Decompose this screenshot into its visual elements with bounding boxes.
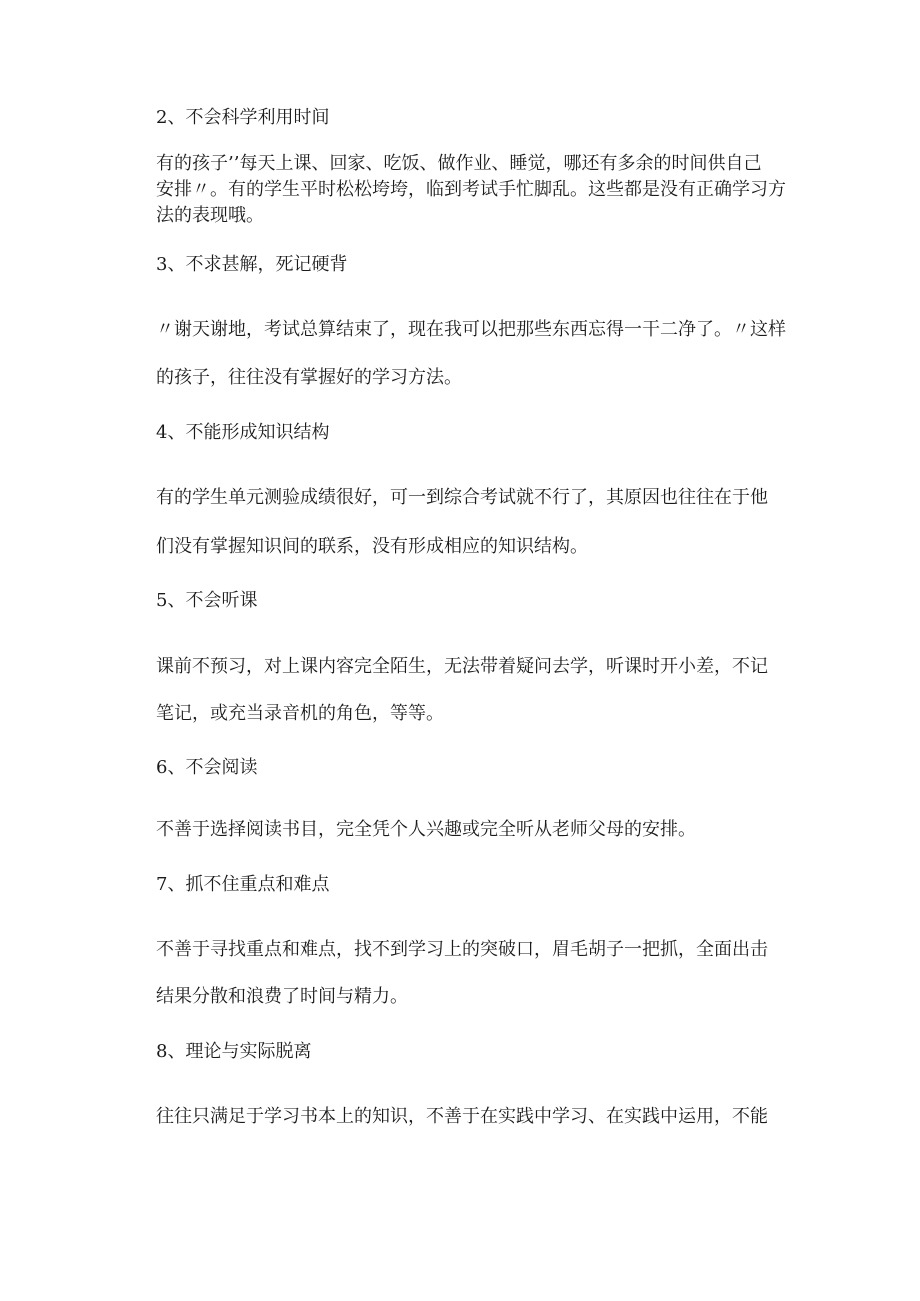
section-4-heading: 4、不能形成知识结构 [156,422,330,443]
section-2-line-3: 法的表现哦。 [156,205,264,226]
section-5-line-2: 笔记，或充当录音机的角色，等等。 [156,703,444,724]
section-3-line-2: 的孩子，往往没有掌握好的学习方法。 [156,367,462,388]
section-4-line-1: 有的学生单元测验成绩很好，可一到综合考试就不行了，其原因也往往在于他 [156,487,768,508]
section-8-heading: 8、理论与实际脱离 [156,1041,312,1062]
section-2-line-2: 安排〃。有的学生平时松松垮垮，临到考试手忙脚乱。这些都是没有正确学习方 [156,179,786,200]
section-4-line-2: 们没有掌握知识间的联系，没有形成相应的知识结构。 [156,536,588,557]
section-6-line-1: 不善于选择阅读书目，完全凭个人兴趣或完全听从老师父母的安排。 [156,819,696,840]
section-3-line-1: 〃谢天谢地，考试总算结束了，现在我可以把那些东西忘得一干二净了。〃这样 [156,319,786,340]
section-7-heading: 7、抓不住重点和难点 [156,874,330,895]
section-5-line-1: 课前不预习，对上课内容完全陌生，无法带着疑问去学，听课时开小差，不记 [156,656,768,677]
section-5-heading: 5、不会听课 [156,590,258,611]
section-2-heading: 2、不会科学利用时间 [156,107,330,128]
section-2-line-1: 有的孩子’’每天上课、回家、吃饭、做作业、睡觉，哪还有多余的时间供自己 [156,153,762,174]
section-8-line-1: 往往只满足于学习书本上的知识，不善于在实践中学习、在实践中运用，不能 [156,1106,768,1127]
section-7-line-2: 结果分散和浪费了时间与精力。 [156,986,408,1007]
section-7-line-1: 不善于寻找重点和难点，找不到学习上的突破口，眉毛胡子一把抓，全面出击 [156,939,768,960]
section-6-heading: 6、不会阅读 [156,757,258,778]
section-3-heading: 3、不求甚解，死记硬背 [156,254,348,275]
